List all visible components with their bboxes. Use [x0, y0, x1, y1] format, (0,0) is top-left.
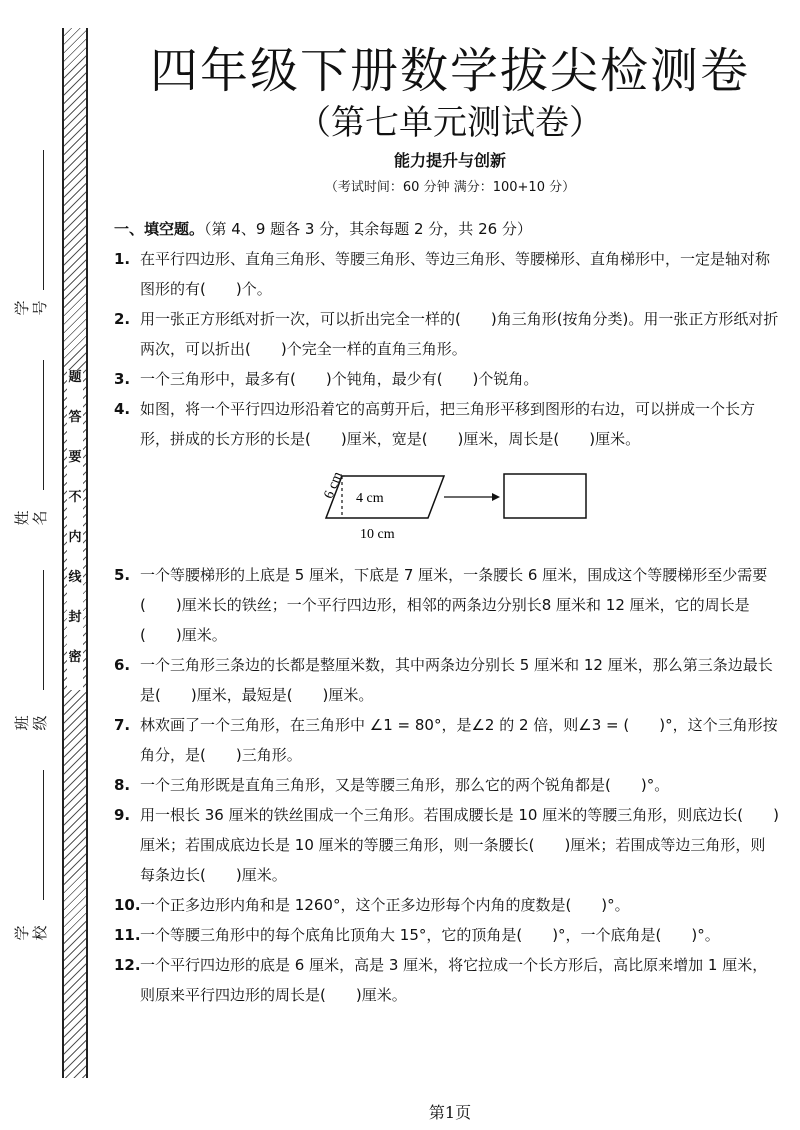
- question-list: [114, 214, 780, 1010]
- parallelogram-figure: [114, 462, 780, 558]
- question-9: 9. 用一根长 36 厘米的铁丝围成一个三角形。若围成腰长是 10 厘米的等腰三角形，则底边长( )厘米；若围成底边长是 10 厘米的等腰三角形，则一条腰长( )厘米；若围成等边三角形，则每条边长( )厘米。: [114, 806, 779, 884]
- seal-char: 要: [68, 450, 82, 465]
- question-1: 1. 在平行四边形、直角三角形、等腰三角形、等边三角形、等腰梯形、直角梯形中，一定是轴对称图形的有( )个。: [114, 250, 771, 298]
- seal-char: 密: [68, 650, 82, 665]
- name-label: 姓名: [13, 510, 49, 526]
- seal-char: 内: [68, 530, 82, 545]
- parallelogram-shape: [326, 476, 444, 518]
- seal-line-text: [67, 370, 83, 690]
- question-6: 6. 一个三角形三条边的长都是整厘米数，其中两条边分别长 5 厘米和 12 厘米，那么第三条边最长是( )厘米，最短是( )厘米。: [114, 656, 773, 704]
- part-heading-note: （第 4、9 题各 3 分，其余每题 2 分，共 26 分）: [204, 220, 532, 238]
- page-title: 四年级下册数学拔尖检测卷: [149, 43, 750, 99]
- base-label: 10 cm: [360, 527, 395, 542]
- seal-char: 不: [68, 490, 82, 505]
- arrow-head: [492, 493, 500, 501]
- seal-char: 线: [68, 570, 82, 585]
- school-label: 学校: [13, 925, 49, 941]
- height-label: 4 cm: [356, 491, 384, 506]
- result-rectangle: [504, 474, 586, 518]
- section-label: 能力提升与创新: [393, 151, 506, 170]
- question-8: 8. 一个三角形既是直角三角形，又是等腰三角形，那么它的两个锐角都是( )°。: [114, 776, 670, 794]
- school-line: [43, 770, 44, 900]
- seal-char: 答: [68, 410, 82, 425]
- question-12: 12. 一个平行四边形的底是 6 厘米，高是 3 厘米，将它拉成一个长方形后，高比原来增加 1 厘米，则原来平行四边形的周长是( )厘米。: [114, 956, 768, 1004]
- part-heading-title: 一、填空题。: [114, 220, 205, 238]
- question-10: 10. 一个正多边形内角和是 1260°，这个正多边形每个内角的度数是( )°。: [114, 896, 630, 914]
- binding-margin: [0, 0, 100, 1130]
- name-line: [43, 360, 44, 490]
- part-heading: [114, 214, 780, 244]
- exam-info: （考试时间：60 分钟 满分：100+10 分）: [324, 180, 576, 195]
- class-line: [43, 570, 44, 690]
- student-id-label: 学号: [13, 300, 49, 316]
- question-2: 2. 用一张正方形纸对折一次，可以折出完全一样的( )角三角形(按角分类)。用一张正方形纸对折两次，可以折出( )个完全一样的直角三角形。: [114, 310, 779, 358]
- question-7: 7. 林欢画了一个三角形，在三角形中 ∠1 = 80°，是∠2 的 2 倍，则∠3 = ( )°，这个三角形按角分，是( )三角形。: [114, 716, 778, 764]
- seal-char: 题: [68, 370, 82, 385]
- student-id-line: [43, 150, 44, 290]
- question-5: 5. 一个等腰梯形的上底是 5 厘米，下底是 7 厘米，一条腰长 6 厘米，围成这个等腰梯形至少需要( )厘米长的铁丝；一个平行四边形，相邻的两条边分别长8 厘米和 12 厘米，它的周长是( )厘米。: [114, 566, 768, 644]
- parallelogram-diagram: [304, 462, 604, 554]
- question-11: 11. 一个等腰三角形中的每个底角比顶角大 15°，它的顶角是( )°，一个底角是( )°。: [114, 926, 720, 944]
- question-4: 4. 如图，将一个平行四边形沿着它的高剪开后，把三角形平移到图形的右边，可以拼成一个长方形，拼成的长方形的长是( )厘米，宽是( )厘米，周长是( )厘米。: [114, 400, 756, 448]
- question-3: 3. 一个三角形中，最多有( )个钝角，最少有( )个锐角。: [114, 370, 539, 388]
- class-label: 班级: [13, 715, 49, 731]
- page-subtitle: （第七单元测试卷）: [297, 103, 603, 143]
- side-label: 6 cm: [321, 469, 346, 501]
- seal-char: 封: [68, 610, 82, 625]
- page-number: 第1页: [428, 1103, 472, 1122]
